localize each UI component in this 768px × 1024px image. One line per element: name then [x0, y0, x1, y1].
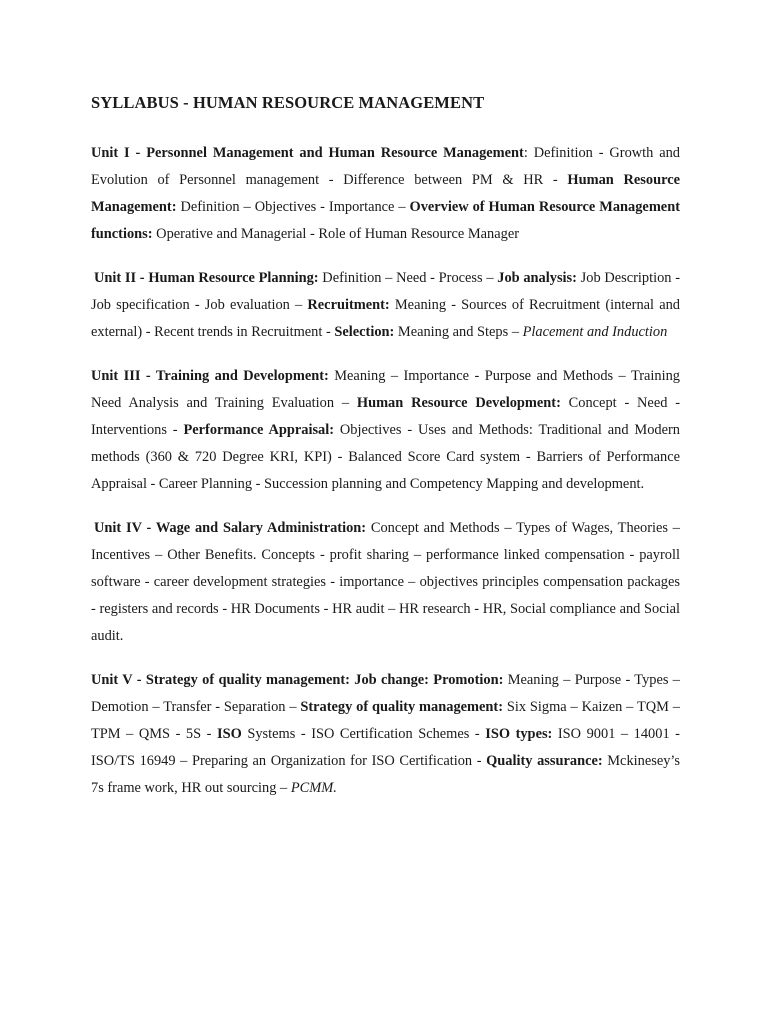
- bold-heading-text: Human Resource Management:: [91, 172, 680, 215]
- body-text: Meaning – Importance - Purpose and Methods – Training Need Analysis and Training Evaluation –: [91, 368, 680, 411]
- bold-heading-text: Selection:: [334, 324, 395, 340]
- bold-heading-text: ISO types:: [485, 726, 553, 742]
- body-text: Concept and Methods – Types of Wages, Theories – Incentives – Other Benefits. Concepts - profit sharing – performance linked compensation - payroll software - career development strategies - importance – objectives principles compensation packages - registers and records - HR Documents - HR audit – HR research - HR, Social compliance and Social audit.: [91, 520, 681, 644]
- bold-heading-text: Quality assurance:: [486, 753, 603, 769]
- bold-heading-text: Human Resource Development:: [356, 395, 561, 411]
- bold-heading-text: Unit V - Strategy of quality management: Job change: Promotion:: [91, 672, 504, 688]
- unit-paragraph-3: [91, 363, 680, 498]
- document-page: [91, 92, 680, 819]
- body-text: : Definition - Growth and Evolution of Personnel management - Difference between PM & HR -: [91, 145, 680, 188]
- body-text: Six Sigma – Kaizen – TQM – TPM – QMS - 5S -: [91, 699, 680, 742]
- body-text: Meaning - Sources of Recruitment (internal and external) - Recent trends in Recruitment -: [91, 297, 680, 340]
- bold-heading-text: Job analysis:: [497, 270, 577, 286]
- bold-heading-text: Overview of Human Resource Management functions:: [91, 199, 680, 242]
- body-text: Systems - ISO Certification Schemes -: [241, 726, 486, 742]
- bold-heading-text: Unit III - Training and Development:: [91, 368, 329, 384]
- italic-text: PCMM.: [290, 780, 337, 796]
- bold-heading-text: Recruitment:: [307, 297, 390, 313]
- italic-text: Placement and Induction: [522, 324, 668, 340]
- body-text: Concept - Need - Interventions -: [91, 395, 680, 438]
- unit-paragraph-4: [91, 515, 680, 650]
- bold-heading-text: Unit IV - Wage and Salary Administration:: [94, 520, 367, 536]
- unit-paragraph-2: [91, 265, 680, 346]
- body-text: Meaning – Purpose - Types – Demotion – Transfer - Separation –: [91, 672, 681, 715]
- bold-heading-text: Strategy of quality management:: [300, 699, 503, 715]
- body-text: Objectives - Uses and Methods: Traditional and Modern methods (360 & 720 Degree KRI, KPI) - Balanced Score Card system - Barriers of Performance Appraisal - Career Planning - Succession planning and Competency Mapping and development.: [91, 422, 680, 492]
- body-text: Mckinesey’s 7s frame work, HR out sourcing –: [91, 753, 681, 796]
- bold-heading-text: Unit I - Personnel Management and Human Resource Management: [91, 145, 524, 161]
- unit-paragraph-5: [91, 667, 680, 802]
- body-text: ISO 9001 – 14001 - ISO/TS 16949 – Preparing an Organization for ISO Certification -: [91, 726, 680, 769]
- body-text: Meaning and Steps –: [394, 324, 523, 340]
- units-container: [91, 140, 680, 802]
- bold-heading-text: Unit II - Human Resource Planning:: [94, 270, 319, 286]
- bold-heading-text: ISO: [217, 726, 242, 742]
- bold-heading-text: Performance Appraisal:: [183, 422, 335, 438]
- body-text: Definition – Objectives - Importance –: [176, 199, 410, 215]
- unit-paragraph-1: [91, 140, 680, 248]
- body-text: Operative and Managerial - Role of Human Resource Manager: [152, 226, 519, 242]
- body-text: Job Description - Job specification - Job evaluation –: [91, 270, 680, 313]
- page-title: SYLLABUS - HUMAN RESOURCE MANAGEMENT: [91, 93, 485, 112]
- body-text: Definition – Need - Process –: [318, 270, 498, 286]
